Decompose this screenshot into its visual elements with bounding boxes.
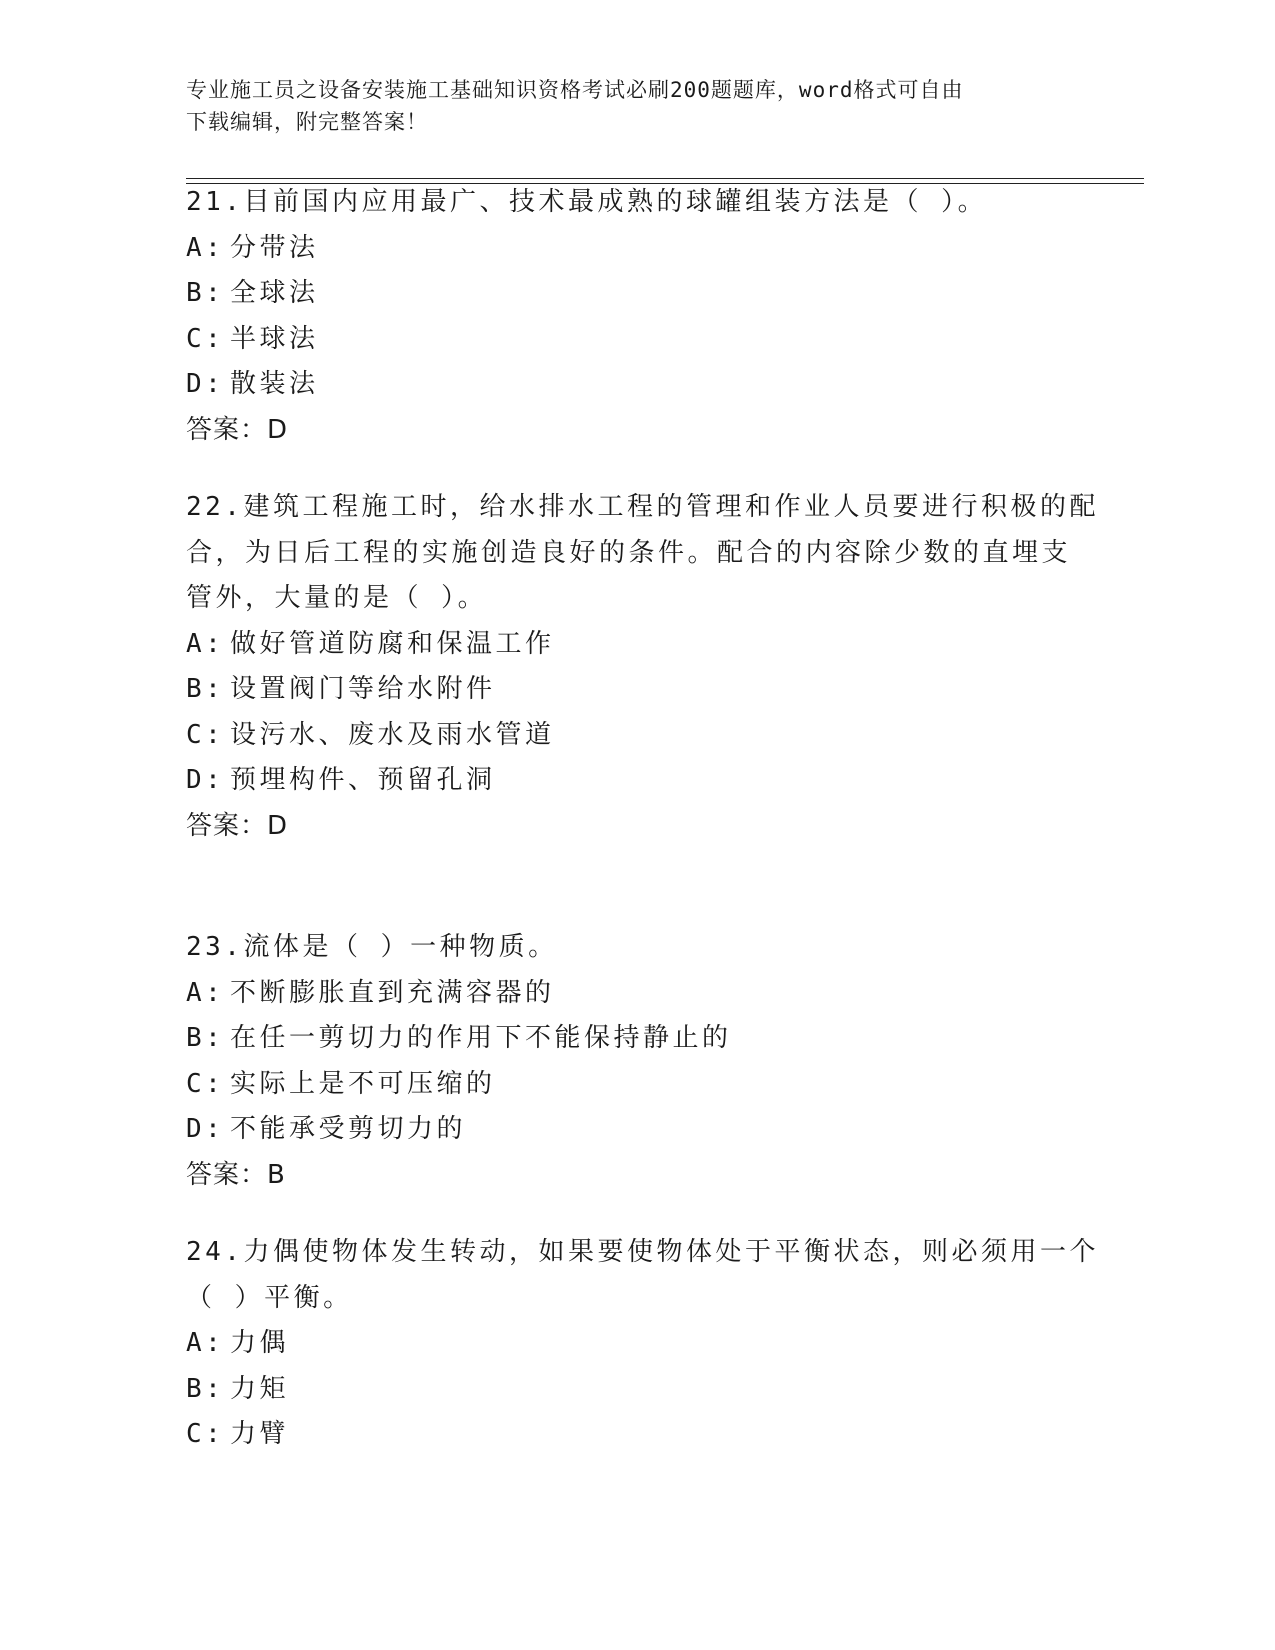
question-stem-line-3: 管外，大量的是（ ）。 (186, 583, 488, 613)
question-23 (186, 925, 1086, 1198)
option-text: 全球法 (230, 278, 319, 308)
option-key: B: (186, 1023, 225, 1053)
option-d (186, 758, 1086, 804)
option-key: A: (186, 1328, 225, 1358)
question-22 (186, 485, 1099, 849)
option-b (186, 667, 1086, 713)
question-stem: 23.流体是（ ）一种物质。 (186, 932, 558, 962)
question-stem-line-2: （ ）平衡。 (186, 1282, 353, 1313)
option-key: C: (186, 719, 225, 750)
option-text: 分带法 (230, 232, 319, 263)
option-text: 力偶 (230, 1328, 290, 1358)
option-b (186, 1016, 1086, 1062)
option-text: 不能承受剪切力的 (230, 1114, 467, 1144)
option-text: 不断膨胀直到充满容器的 (230, 977, 555, 1008)
option-key: D: (186, 1114, 225, 1144)
question-stem: 21.目前国内应用最广、技术最成熟的球罐组装方法是（ ）。 (186, 187, 988, 217)
option-a (186, 226, 1086, 272)
option-text: 半球法 (230, 323, 319, 354)
option-key: A: (186, 232, 225, 263)
option-key: C: (186, 323, 225, 354)
header-line-2: 下载编辑，附完整答案！ (186, 110, 428, 134)
option-text: 设置阀门等给水附件 (230, 674, 496, 704)
option-text: 实际上是不可压缩的 (230, 1068, 496, 1099)
option-d (186, 1107, 1086, 1153)
answer-line: 答案：D (186, 414, 289, 445)
option-key: D: (186, 765, 225, 795)
option-c (186, 1412, 1086, 1458)
option-a (186, 1321, 1086, 1367)
option-text: 力矩 (230, 1373, 290, 1404)
option-key: B: (186, 278, 225, 308)
option-key: C: (186, 1419, 225, 1449)
option-c (186, 713, 1086, 759)
document-header (186, 74, 1066, 138)
option-key: B: (186, 674, 225, 704)
option-key: A: (186, 977, 225, 1008)
header-divider-top (186, 178, 1144, 179)
option-text: 力臂 (230, 1419, 290, 1449)
question-stem-line-1: 24.力偶使物体发生转动，如果要使物体处于平衡状态，则必须用一个 (186, 1237, 1099, 1267)
header-line-1: 专业施工员之设备安装施工基础知识资格考试必刷200题题库，word格式可自由 (186, 78, 964, 102)
option-key: C: (186, 1068, 225, 1099)
option-d (186, 362, 1086, 408)
option-text: 做好管道防腐和保温工作 (230, 628, 555, 659)
option-a (186, 971, 1086, 1017)
option-b (186, 1367, 1086, 1413)
option-key: D: (186, 369, 225, 399)
question-stem-line-2: 合，为日后工程的实施创造良好的条件。配合的内容除少数的直埋支 (186, 537, 1072, 568)
option-key: A: (186, 628, 225, 659)
option-b (186, 271, 1086, 317)
option-a (186, 622, 1086, 668)
question-24 (186, 1230, 1099, 1458)
question-21 (186, 180, 1086, 453)
option-text: 在任一剪切力的作用下不能保持静止的 (230, 1023, 732, 1053)
option-key: B: (186, 1373, 225, 1404)
option-c (186, 1062, 1086, 1108)
question-stem-line-1: 22.建筑工程施工时，给水排水工程的管理和作业人员要进行积极的配 (186, 492, 1099, 522)
option-text: 设污水、废水及雨水管道 (230, 719, 555, 750)
answer-line: 答案：B (186, 1159, 286, 1190)
option-c (186, 317, 1086, 363)
option-text: 预埋构件、预留孔洞 (230, 765, 496, 795)
answer-line: 答案：D (186, 810, 289, 841)
option-text: 散装法 (230, 369, 319, 399)
